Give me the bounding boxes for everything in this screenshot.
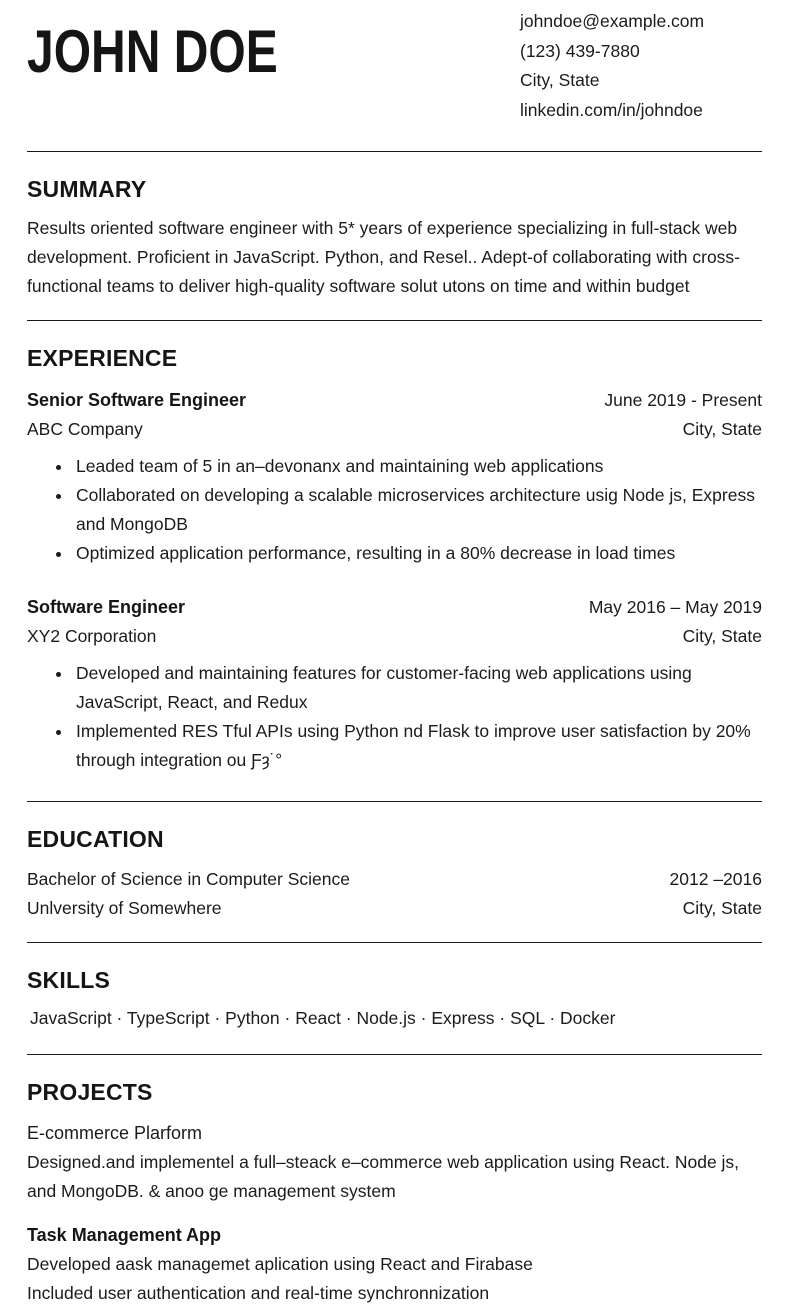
job-company-row — [27, 415, 762, 444]
job-location: City, State — [682, 626, 762, 646]
education-dates: 2012 –2016 — [669, 869, 762, 889]
section-divider — [27, 1054, 762, 1055]
project-description-line: Included user authentication and real-time synchronnization — [27, 1283, 490, 1303]
education-heading: EDUCATION — [27, 826, 164, 852]
job-company: ABC Company — [27, 419, 143, 439]
person-name: JOHN DOE — [27, 18, 278, 85]
job-bullet: • Implemented RES Tful APIs using Python nd Flask to improve user satisfaction by 20% through integration ou Ƒȝ˙° — [73, 717, 762, 775]
summary-heading: SUMMARY — [27, 176, 147, 202]
education-school-row — [27, 894, 762, 923]
job-bullet: • Collaborated on developing a scalable microservices architecture usig Node js, Express and MongoDB — [73, 481, 762, 539]
job-title-row — [27, 386, 762, 415]
job-dates: May 2016 – May 2019 — [588, 597, 762, 617]
job-company-row — [27, 622, 762, 651]
contact-linkedin: linkedin.com/in/johndoe — [520, 99, 703, 120]
job-bullet: • Optimized application performance, resulting in a 80% decrease in load times — [73, 539, 762, 568]
job-company: XY2 Corporation — [27, 626, 157, 646]
education-degree-row — [27, 865, 762, 894]
summary-section — [27, 175, 762, 301]
skills-list: JavaScript · TypeScript · Python · React · Node.js · Express · SQL · Docker — [30, 1008, 616, 1028]
section-divider — [27, 942, 762, 943]
skills-heading: SKILLS — [27, 967, 110, 993]
contact-location: City, State — [520, 70, 600, 90]
job-title: Software Engineer — [27, 597, 186, 617]
contact-email: johndoe@example.com — [520, 11, 705, 31]
job-dates: June 2019 - Present — [604, 390, 762, 410]
project-name: E-commerce Plarform — [27, 1123, 203, 1143]
job-bullet: • Developed and maintaining features for customer-facing web applications using JavaScript, React, and Redux — [73, 659, 762, 717]
project-description-line: Developed aask managemet aplication using React and Firabase — [27, 1254, 533, 1274]
skills-section — [27, 966, 762, 1033]
project-entry — [27, 1220, 762, 1308]
job-location: City, State — [682, 419, 762, 439]
job-bullet: • Leaded team of 5 in an–devonanx and maintaining web applications — [73, 452, 762, 481]
job-bullet-list — [27, 452, 762, 568]
experience-section — [27, 344, 762, 775]
section-divider — [27, 320, 762, 321]
section-divider — [27, 151, 762, 152]
education-school: Unlversity of Somewhere — [27, 898, 222, 918]
summary-text: Results oriented software engineer with 5* years of experience specializing in full-stack web development. Proficient in JavaScript. Python, and Resel.. Adept-of collaborating with cross-functional teams to deliver high-quality software solut utons on time and within budget — [27, 218, 741, 296]
projects-heading: PROJECTS — [27, 1079, 153, 1105]
job-title: Senior Software Engineer — [27, 390, 247, 410]
header — [27, 6, 762, 125]
job-title-row — [27, 593, 762, 622]
job-bullet-list — [27, 659, 762, 775]
projects-section — [27, 1078, 762, 1308]
education-section — [27, 825, 762, 923]
education-entry — [27, 865, 762, 923]
job-entry — [27, 593, 762, 775]
contact-phone: (123) 439-7880 — [520, 40, 640, 61]
contact-block — [520, 6, 762, 125]
project-description: Designed.and implementel a full–steack e–commerce web application using React. Node js, and MongoDB. & anoo ge management system — [27, 1152, 740, 1201]
section-divider — [27, 801, 762, 802]
experience-heading: EXPERIENCE — [27, 345, 178, 371]
education-degree: Bachelor of Science in Computer Science — [27, 869, 350, 889]
job-entry — [27, 386, 762, 568]
education-location: City, State — [682, 898, 762, 918]
project-entry — [27, 1118, 762, 1206]
project-name: Task Management App — [27, 1225, 222, 1245]
